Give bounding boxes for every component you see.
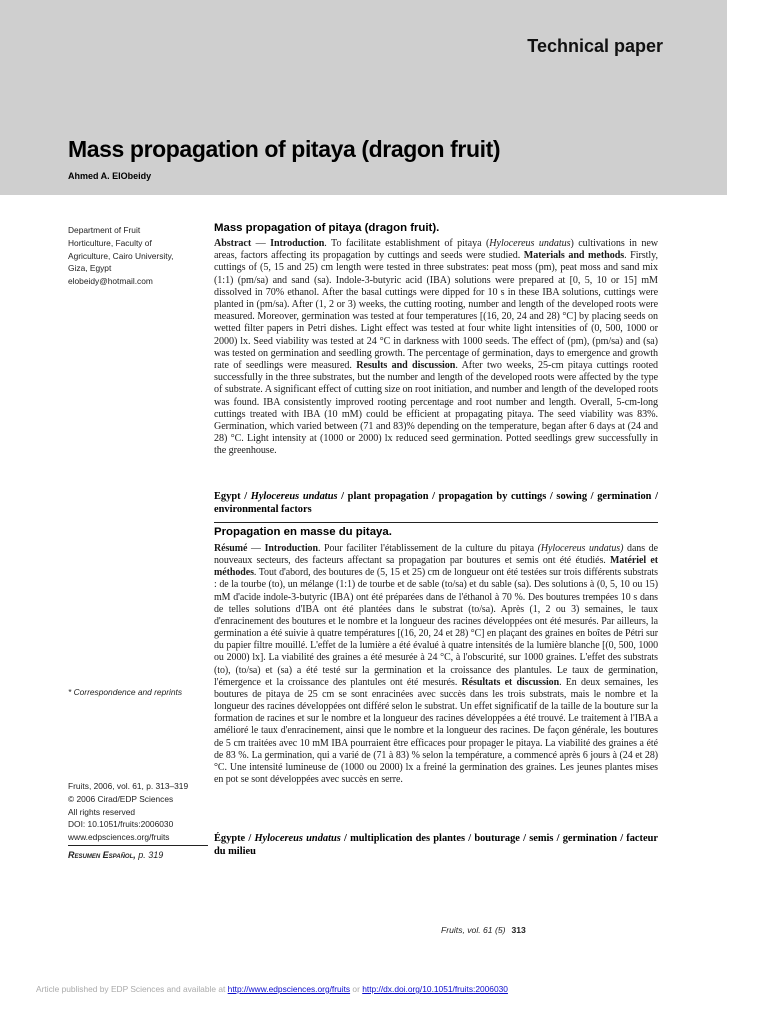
- dash: —: [251, 238, 271, 249]
- methods-label: Matériel et méthodes: [214, 555, 658, 579]
- french-keywords: [214, 832, 658, 858]
- doi-line: DOI: 10.1051/fruits:2006030: [68, 819, 174, 830]
- resume-label: Résumé: [214, 543, 248, 554]
- affiliation: [68, 224, 208, 288]
- results-text: . After two weeks, 25-cm pitaya cuttings rooted successfully in the three substrates, but the number and length of the developed roots were affected by the type of substrate. A significant effect of cutting size on root initiation, and number and length of the developed roots was found. IBA consistently improved rooting percentage and root number and length. Overall, 5-cm-long cuttings treated with IBA (10 mM) could be efficient at propagating pitaya. The seed viability was 83%. Germination, which varied between (71 and 83)% depending on the temperature, began after 6 days at (24 and 28) °C. Light intensity at (1000 or 2000) lx reduced seed germination. Potted seedlings grew successfully in the greenhouse.: [214, 360, 658, 457]
- dash: —: [247, 543, 265, 554]
- keyword: Égypte /: [214, 833, 255, 844]
- english-abstract: [214, 238, 658, 488]
- publisher-text: Article published by EDP Sciences and available at: [36, 984, 228, 994]
- header-band: [0, 0, 727, 195]
- page-footer: [441, 925, 526, 935]
- results-label: Results and discussion: [356, 360, 456, 372]
- website-line: www.edpsciences.org/fruits: [68, 832, 170, 843]
- species-name: Hylocereus undatus: [489, 238, 571, 249]
- resumen-label: Resumen Español,: [68, 850, 136, 860]
- keyword-list: / plant propagation / propagation by cuttings / sowing / germination / environmental factors: [214, 491, 658, 515]
- resumen-page: p. 319: [138, 850, 164, 860]
- affiliation-line: Department of Fruit: [68, 225, 141, 235]
- keyword-species: Hylocereus undatus: [250, 491, 338, 502]
- intro-label: Introduction: [264, 543, 318, 554]
- methods-text: . Firstly, cuttings of (5, 15 and 25) cm length were tested in three substrates: peat moss (pm), peat moss and sand mix (1:1) (pm/sa) and sand (sa). Indole-3-butyric acid (IBA) solutions were prepared at [0, 5, 10 or 15] mM dissolved in 70% ethanol. After the basal cuttings were dipped for 10 s in these IBA solutions, cuttings were planted in (pm/sa). After (1, 2 or 3) weeks, the cutting rooting, number and length of the developed roots were measured. Moreover, germination was tested at four temperatures [(16, 20, 24 and 28) °C] by placing seeds on wetted filter papers in Petri dishes. Light effect was tested at four white light intensities of (0, 500, 1000 or 2000) lx. Seed viability was tested at 24 °C in darkness with 1000 seeds. The effect of (pm), (pm/sa) and (sa) was tested on germination and seedling growth. The percentage of germination, days to emergence and growth rate of seedlings were measured.: [214, 250, 659, 372]
- author-name: Ahmed A. ElObeidy: [68, 171, 152, 181]
- citation-line: Fruits, 2006, vol. 61, p. 313–319: [68, 781, 189, 791]
- article-title: Mass propagation of pitaya (dragon fruit): [68, 136, 501, 162]
- journal-volume: , vol. 61 (5): [462, 925, 506, 935]
- english-abstract-heading: Mass propagation of pitaya (dragon fruit).: [214, 222, 440, 234]
- journal-name: Fruits: [441, 925, 463, 935]
- species-name: (Hylocereus undatus): [537, 543, 624, 554]
- journal-link[interactable]: http://www.edpsciences.org/fruits: [227, 984, 351, 994]
- publication-info: [68, 780, 208, 844]
- section-label: Technical paper: [527, 36, 663, 56]
- copyright-line: © 2006 Cirad/EDP Sciences: [68, 793, 174, 804]
- doi-link[interactable]: http://dx.doi.org/10.1051/fruits:2006030: [362, 984, 508, 994]
- english-keywords: [214, 490, 658, 516]
- intro-text: dans de nouveaux secteurs, des facteurs affectant sa propagation par boutures et semis ont été étudiés.: [214, 543, 658, 567]
- keyword: Egypt /: [214, 491, 251, 502]
- divider: [214, 522, 658, 523]
- intro-text: . Pour faciliter l'établissement de la culture du pitaya: [317, 543, 538, 554]
- keyword-list: / multiplication des plantes / bouturage / semis / germination / facteur du milieu: [214, 833, 659, 857]
- results-text: . En deux semaines, les boutures de pitaya de 25 cm se sont enracinées avec succès dans les trois substrats, mais le nombre et la longueur des racines développées ont différé selon le substrat. Un effet significatif de la taille de la bouture sur la formation de racines et sur le nombre et la longueur des racines développées a été trouvé. Le traitement à l'IBA a amélioré le taux d'enracinement, ainsi que le nombre et la longueur des racines. De façon générale, les boutures de 5 cm traitées avec 10 mM IBA pourraient être efficaces pour propager le pitaya. La viabilité des graines a été de 83 %. La germination, qui a varié de (71 à 83) % selon la température, a commencé après 6 jours à (24 et 28) °C. Une intensité lumineuse de (1000 ou 2000) lx a freiné la germination des graines. Les jeunes plantes mises en pot se sont développées avec succès en serre.: [214, 676, 659, 785]
- intro-text: . To facilitate establishment of pitaya (: [324, 238, 490, 249]
- resumen-espanol: [68, 849, 208, 862]
- affiliation-line: Agriculture, Cairo University,: [68, 250, 174, 261]
- keyword-species: Hylocereus undatus: [254, 833, 341, 844]
- abstract-label: Abstract: [214, 238, 252, 249]
- methods-text: . Tout d'abord, des boutures de (5, 15 et 25) cm de longueur ont été testées sur trois différents substrats : de la tourbe (to), un mélange (1:1) de tourbe et de sable (to/sa) et du sable (sa). Des solutions à (0, 5, 10 ou 15) mM d'acide indole-3-butyric (IBA) ont été préparées dans de l'éthanol à 70 %. Des boutures trempées 10 s dans de telles solutions d'IBA ont été plantées dans le substrat (to/sa). Après (1, 2 ou 3) semaines, le taux d'enracinement des boutures et le nombre et la longueur des racines développées ont été mesurés. Par ailleurs, la germination a été suivie à quatre températures [(16, 20, 24 et 28) °C] en plaçant des graines en boîtes de Pétri sur du papier filtre mouillé. L'effet de la lumière a été évalué à quatre intensités de la lumière blanche [(0, 500, 1000 ou 2000) lx]. La viabilité des graines a été mesurée à 24 °C, à l'obscurité, sur 1000 graines. L'effet des substrats (to), (to/sa) et (sa) a été testé sur la germination et la croissance des plantules. Le taux de germination, l'émergence et la croissance des plantules ont été mesurés.: [214, 567, 658, 688]
- divider: [68, 845, 208, 846]
- intro-text: ) cultivations in new areas, factors affecting its propagation by cuttings and seeds were studied.: [214, 238, 659, 262]
- results-label: Résultats et discussion: [461, 676, 560, 688]
- page-number: 313: [511, 925, 526, 935]
- methods-label: Materials and methods: [523, 250, 625, 262]
- intro-label: Introduction: [270, 238, 325, 249]
- affiliation-line: Giza, Egypt: [68, 263, 112, 274]
- french-abstract: [214, 543, 658, 829]
- correspondence-note: * Correspondence and reprints: [68, 687, 183, 697]
- publisher-notice: [36, 984, 508, 994]
- or-text: or: [350, 984, 363, 994]
- rights-line: All rights reserved: [68, 806, 136, 817]
- french-abstract-heading: Propagation en masse du pitaya.: [214, 526, 392, 538]
- author-email: elobeidy@hotmail.com: [68, 276, 153, 287]
- affiliation-line: Horticulture, Faculty of: [68, 237, 152, 248]
